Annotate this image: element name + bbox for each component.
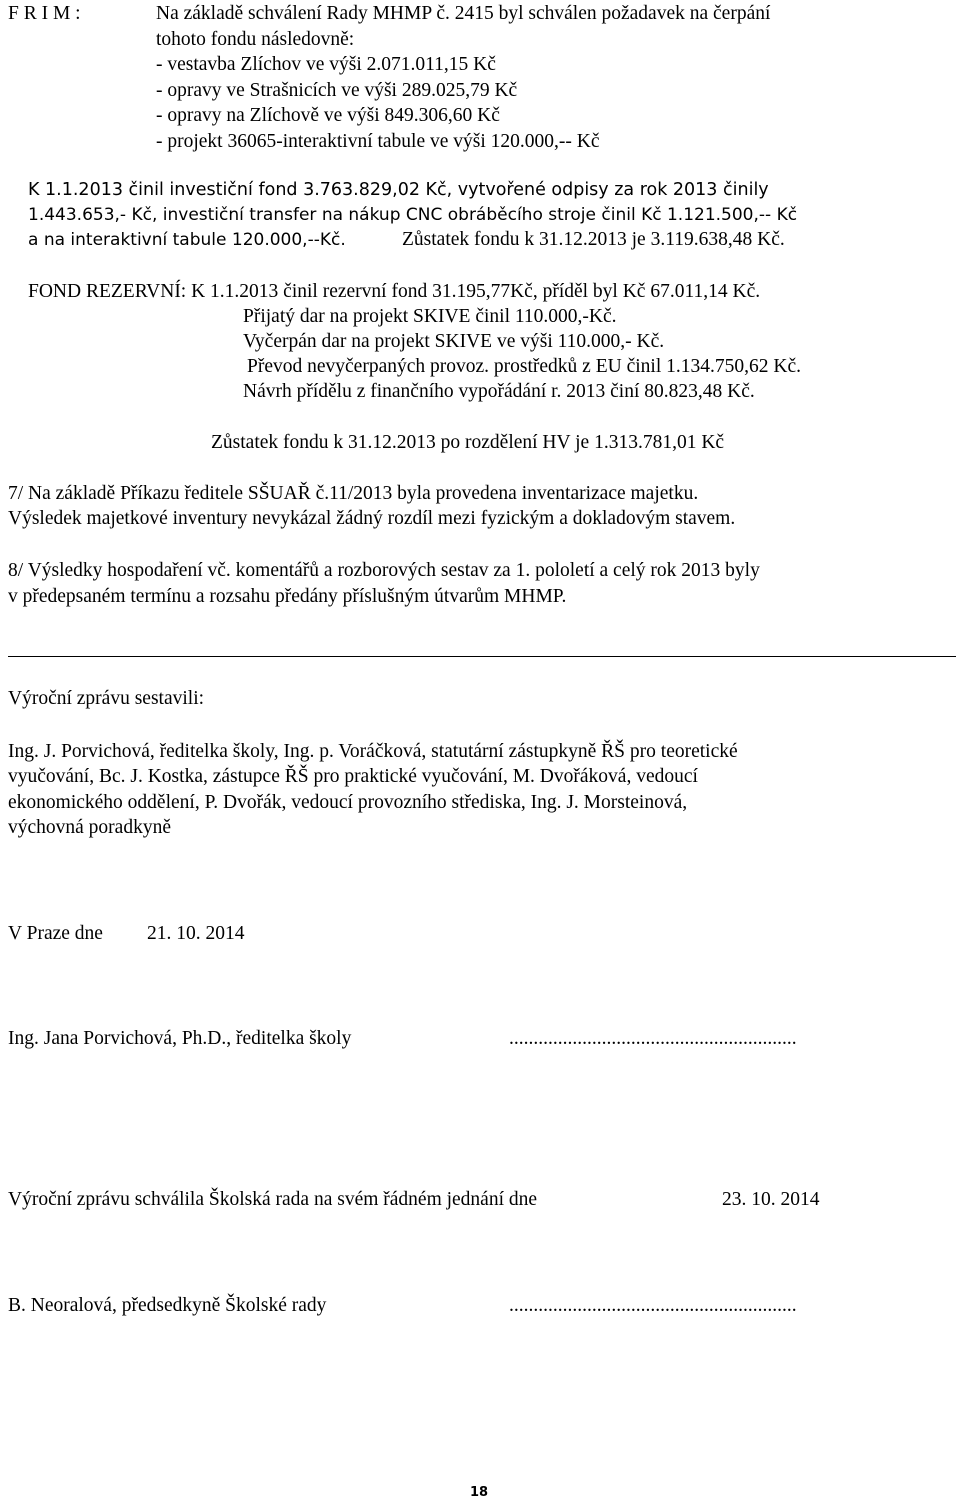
section-8-line-2: v předepsaném termínu a rozsahu předány příslušným útvarům MHMP. [8, 586, 567, 607]
reserve-fund-line-2: Přijatý dar na projekt SKIVE činil 110.000,-Kč. [243, 306, 617, 327]
authors-line-4: výchovná poradkyně [8, 817, 171, 838]
reserve-fund-line-3: Vyčerpán dar na projekt SKIVE ve výši 110.000,- Kč. [243, 331, 665, 352]
authors-line-3: ekonomického oddělení, P. Dvořák, vedoucí provozního střediska, Ing. J. Morsteinová, [8, 792, 688, 813]
chair-name: B. Neoralová, předsedkyně Školské rady [8, 1295, 327, 1316]
director-name: Ing. Jana Porvichová, Ph.D., ředitelka školy [8, 1028, 352, 1049]
frim-item-2: - opravy ve Strašnicích ve výši 289.025,79 Kč [156, 80, 518, 101]
frim-intro-line-2: tohoto fondu následovně: [156, 29, 355, 50]
investment-fund-balance: Zůstatek fondu k 31.12.2013 je 3.119.638,48 Kč. [402, 229, 785, 250]
frim-item-1: - vestavba Zlíchov ve výši 2.071.011,15 Kč [156, 54, 496, 75]
chair-signature-line: ........................................................... [509, 1295, 797, 1316]
reserve-fund-line-1: FOND REZERVNÍ: K 1.1.2013 činil rezervní fond 31.195,77Kč, příděl byl Kč 67.011,14 Kč. [28, 281, 761, 302]
reserve-fund-balance: Zůstatek fondu k 31.12.2013 po rozdělení HV je 1.313.781,01 Kč [211, 432, 725, 453]
approval-date: 23. 10. 2014 [722, 1189, 820, 1210]
reserve-fund-line-4: Převod nevyčerpaných provoz. prostředků z EU činil 1.134.750,62 Kč. [247, 356, 801, 377]
section-7-line-1: 7/ Na základě Příkazu ředitele SŠUAŘ č.11/2013 byla provedena inventarizace majetku. [8, 483, 699, 504]
investment-fund-line-1: K 1.1.2013 činil investiční fond 3.763.829,02 Kč, vytvořené odpisy za rok 2013 činily [28, 180, 769, 200]
reserve-fund-line-5: Návrh přídělu z finančního vypořádání r. 2013 činí 80.823,48 Kč. [243, 381, 755, 402]
director-signature-line: ........................................................... [509, 1028, 797, 1049]
place-date: 21. 10. 2014 [147, 923, 245, 944]
page-number: 18 [470, 1485, 489, 1500]
investment-fund-line-2: 1.443.653,- Kč, investiční transfer na nákup CNC obráběcího stroje činil Kč 1.121.500,-- Kč [28, 205, 798, 225]
frim-item-3: - opravy na Zlíchově ve výši 849.306,60 Kč [156, 105, 500, 126]
investment-fund-line-3a: a na interaktivní tabule 120.000,--Kč. [28, 230, 346, 250]
section-8-line-1: 8/ Výsledky hospodaření vč. komentářů a rozborových sestav za 1. pololetí a celý rok 2013 byly [8, 560, 760, 581]
authors-line-1: Ing. J. Porvichová, ředitelka školy, Ing. p. Voráčková, statutární zástupkyně ŘŠ pro teoretické [8, 741, 738, 762]
section-divider [8, 656, 956, 657]
place-label: V Praze dne [8, 923, 103, 944]
section-7-line-2: Výsledek majetkové inventury nevykázal žádný rozdíl mezi fyzickým a dokladovým stavem. [8, 508, 736, 529]
authors-line-2: vyučování, Bc. J. Kostka, zástupce ŘŠ pro praktické vyučování, M. Dvořáková, vedoucí [8, 766, 698, 787]
approval-text: Výroční zprávu schválila Školská rada na svém řádném jednání dne [8, 1189, 538, 1210]
frim-intro-line-1: Na základě schválení Rady MHMP č. 2415 byl schválen požadavek na čerpání [156, 3, 771, 24]
frim-item-4: - projekt 36065-interaktivní tabule ve výši 120.000,-- Kč [156, 131, 600, 152]
authors-heading: Výroční zprávu sestavili: [8, 688, 205, 709]
frim-label: F R I M : [8, 3, 81, 24]
